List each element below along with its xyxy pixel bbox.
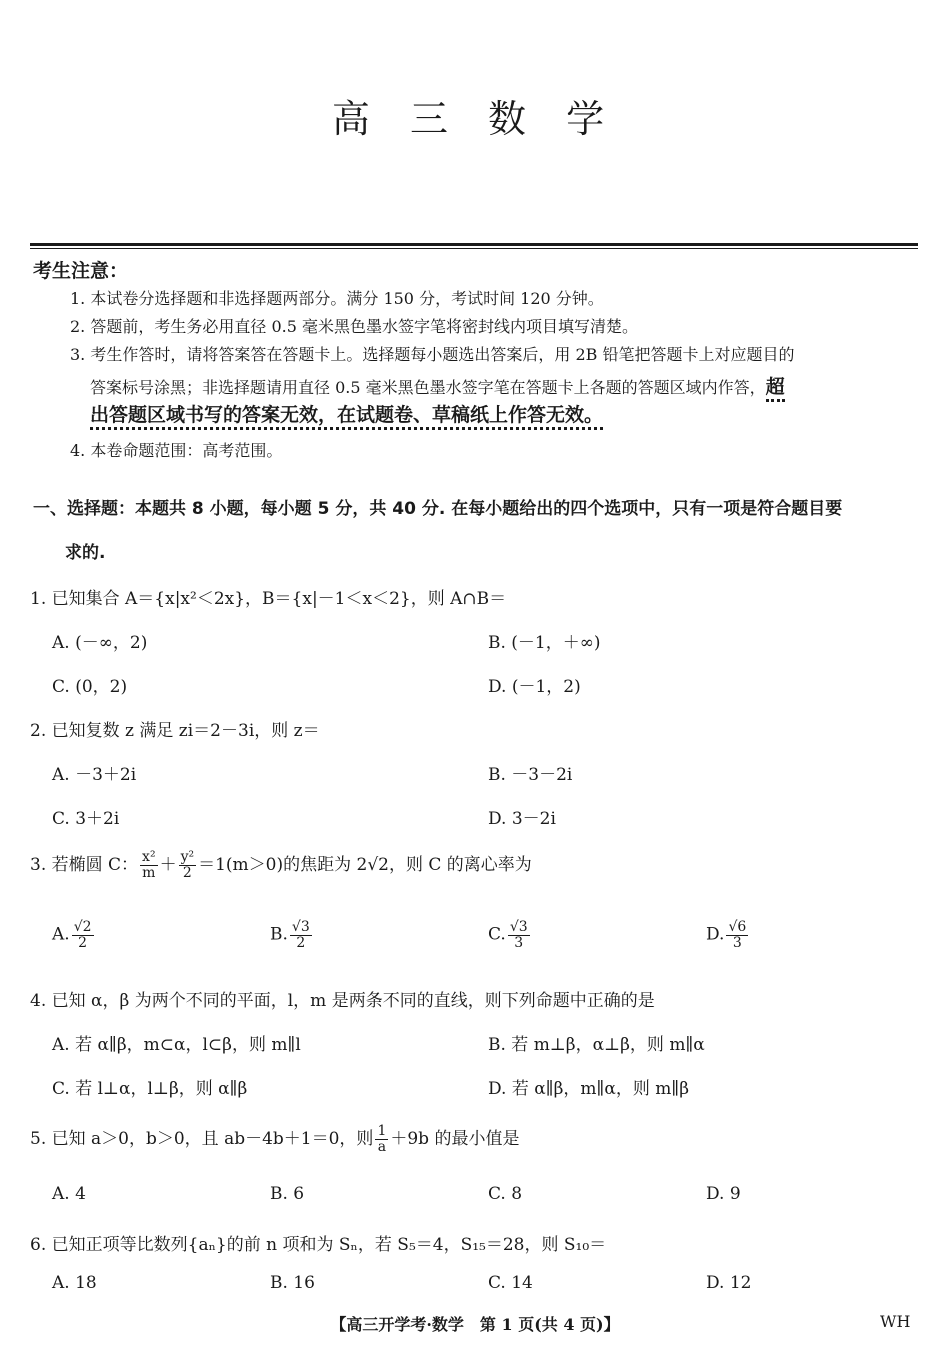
section-heading: 一、选择题：本题共 8 小题，每小题 5 分，共 40 分. 在每小题给出的四个选项中，只有一项是符合题目要 xyxy=(33,499,843,519)
question-5-option-a: A. 4 xyxy=(52,1184,86,1204)
header-rule-thin xyxy=(30,248,918,249)
notice-emphasis-start: 超 xyxy=(766,376,785,402)
fraction-denominator: a xyxy=(377,1139,387,1155)
option-fraction xyxy=(508,920,530,950)
question-3-stem xyxy=(30,850,532,881)
question-3-stem-pre: 3. 若椭圆 C： xyxy=(30,855,139,875)
fraction-denominator: m xyxy=(142,865,156,881)
option-label: D. xyxy=(706,924,725,945)
question-2-option-b: B. －3－2i xyxy=(488,765,573,785)
question-5-option-c: C. 8 xyxy=(488,1184,523,1204)
question-4-option-a: A. 若 α∥β，m⊂α，l⊂β，则 m∥l xyxy=(52,1035,301,1055)
question-2-option-c: C. 3＋2i xyxy=(52,809,120,829)
question-3-fraction-2 xyxy=(179,850,197,880)
fraction-numerator: y² xyxy=(180,849,195,866)
question-5-option-d: D. 9 xyxy=(706,1184,741,1204)
notice-item-3-line2: 答案标号涂黑；非选择题请用直径 0.5 毫米黑色墨水签字笔在答题卡上各题的答题区域内作答， xyxy=(90,378,766,397)
option-fraction xyxy=(726,920,748,950)
question-3-option-d xyxy=(706,920,750,950)
question-3-option-b xyxy=(270,920,314,950)
question-2-option-a: A. －3＋2i xyxy=(52,765,137,785)
fraction-numerator: √2 xyxy=(73,919,92,935)
question-2-option-d: D. 3－2i xyxy=(488,809,556,829)
question-3-option-c xyxy=(488,920,532,950)
question-5-stem-pre: 5. 已知 a＞0，b＞0，且 ab－4b＋1＝0，则 xyxy=(30,1129,374,1149)
header-rule-thick xyxy=(30,243,918,246)
fraction-denominator: 3 xyxy=(732,934,742,951)
question-6-stem: 6. 已知正项等比数列{aₙ}的前 n 项和为 Sₙ，若 S₅＝4，S₁₅＝28，则 S₁₀＝ xyxy=(30,1235,607,1255)
question-5-stem xyxy=(30,1124,519,1155)
option-fraction xyxy=(290,920,312,950)
footer-code: WH xyxy=(880,1312,911,1331)
question-1-stem: 1. 已知集合 A＝{x|x²＜2x}，B＝{x|－1＜x＜2}，则 A∩B＝ xyxy=(30,589,507,609)
question-2-stem: 2. 已知复数 z 满足 zi＝2－3i，则 z＝ xyxy=(30,721,320,741)
option-label: C. xyxy=(488,924,506,945)
fraction-denominator: 2 xyxy=(182,865,192,881)
question-5-stem-post: ＋9b 的最小值是 xyxy=(390,1129,520,1149)
option-label: A. xyxy=(52,924,70,945)
question-3-stem-post: ＝1(m＞0)的焦距为 2√2，则 C 的离心率为 xyxy=(198,855,532,875)
exam-title: 高 三 数 学 xyxy=(331,97,619,141)
fraction-denominator: 2 xyxy=(296,934,306,951)
notice-emphasis-text: 出答题区域书写的答案无效，在试题卷、草稿纸上作答无效。 xyxy=(90,404,603,430)
question-3-option-a xyxy=(52,920,96,950)
fraction-numerator: √6 xyxy=(728,919,747,935)
notice-item-3: 3. 考生作答时，请将答案答在答题卡上。选择题每小题选出答案后，用 2B 铅笔把答题卡上对应题目的 xyxy=(70,345,795,364)
question-1-option-d: D. (－1，2) xyxy=(488,677,581,697)
question-6-option-c: C. 14 xyxy=(488,1273,533,1293)
fraction-denominator: 2 xyxy=(78,934,88,951)
notice-item-1: 1. 本试卷分选择题和非选择题两部分。满分 150 分，考试时间 120 分钟。 xyxy=(70,289,604,308)
question-1-option-b: B. (－1，＋∞) xyxy=(488,633,601,653)
question-6-option-d: D. 12 xyxy=(706,1273,752,1293)
question-5-option-b: B. 6 xyxy=(270,1184,305,1204)
fraction-numerator: √3 xyxy=(509,919,528,935)
question-1-option-c: C. (0，2) xyxy=(52,677,128,697)
question-1-option-a: A. (－∞，2) xyxy=(52,633,148,653)
question-5-fraction xyxy=(375,1124,388,1154)
question-4-option-d: D. 若 α∥β，m∥α，则 m∥β xyxy=(488,1079,690,1099)
question-6-option-a: A. 18 xyxy=(52,1273,97,1293)
fraction-numerator: x² xyxy=(142,849,156,866)
question-4-option-b: B. 若 m⊥β，α⊥β，则 m∥α xyxy=(488,1035,705,1055)
notice-item-3-cont xyxy=(90,372,785,399)
fraction-numerator: 1 xyxy=(377,1123,387,1140)
question-3-fraction-1 xyxy=(140,850,158,880)
notice-emphasis-line xyxy=(90,400,603,427)
plus-sign: ＋ xyxy=(159,855,177,875)
fraction-denominator: 3 xyxy=(514,934,524,951)
option-label: B. xyxy=(270,924,288,945)
fraction-numerator: √3 xyxy=(291,919,310,935)
question-4-stem: 4. 已知 α，β 为两个不同的平面，l，m 是两条不同的直线，则下列命题中正确的是 xyxy=(30,991,655,1011)
option-fraction xyxy=(72,920,94,950)
section-heading-cont: 求的. xyxy=(65,543,106,563)
notice-heading: 考生注意： xyxy=(33,260,129,282)
notice-item-2: 2. 答题前，考生务必用直径 0.5 毫米黑色墨水签字笔将密封线内项目填写清楚。 xyxy=(70,317,638,336)
notice-item-4: 4. 本卷命题范围：高考范围。 xyxy=(70,441,283,460)
question-4-option-c: C. 若 l⊥α，l⊥β，则 α∥β xyxy=(52,1079,248,1099)
question-6-option-b: B. 16 xyxy=(270,1273,315,1293)
page-footer: 【高三开学考·数学 第 1 页(共 4 页)】 xyxy=(330,1315,620,1334)
